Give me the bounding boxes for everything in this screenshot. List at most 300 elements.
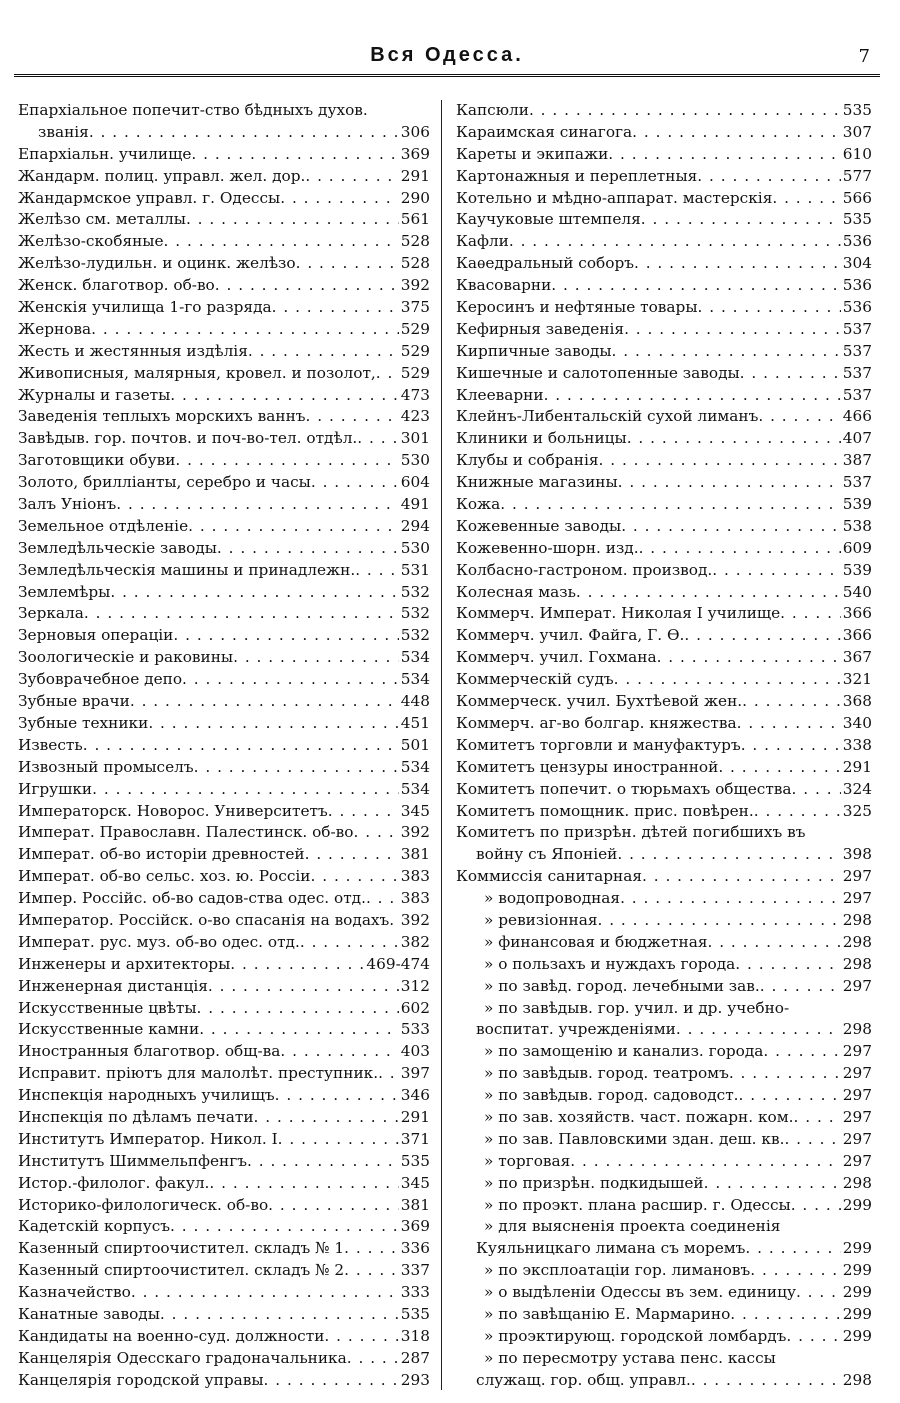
index-entry xyxy=(18,188,430,210)
dot-leader xyxy=(173,625,398,647)
dot-leader xyxy=(92,779,399,801)
entry-text: Клубы и собранія xyxy=(456,451,599,470)
index-entry xyxy=(18,1129,430,1151)
entry-text: Желѣзо см. металлы xyxy=(18,210,186,229)
dot-leader xyxy=(355,560,399,582)
dot-leader xyxy=(739,1085,841,1107)
entry-text: Колбасно-гастроном. производ. xyxy=(456,560,713,579)
entry-page: 291 xyxy=(842,757,872,776)
entry-page: 535 xyxy=(842,210,872,229)
entry-text: Кефирныя заведенія xyxy=(456,319,625,338)
entry-page: 537 xyxy=(842,363,872,382)
entry-text: Зоологическіе и раковины xyxy=(18,648,234,667)
entry-text: Инспекція народныхъ училищъ xyxy=(18,1086,275,1105)
dot-leader xyxy=(110,582,398,604)
index-entry xyxy=(456,188,872,210)
entry-text: Инспекція по дѣламъ печати xyxy=(18,1107,254,1126)
dot-leader xyxy=(704,1173,841,1195)
dot-leader xyxy=(247,1151,399,1173)
dot-leader xyxy=(500,494,841,516)
entry-text: Кожевенные заводы xyxy=(456,516,622,535)
dot-leader xyxy=(620,888,841,910)
index-entry xyxy=(456,844,872,866)
entry-page: 298 xyxy=(842,910,872,929)
entry-text: Заведенія теплыхъ морскихъ ваннъ xyxy=(18,407,306,426)
entry-page: 577 xyxy=(842,166,872,185)
entry-page: 535 xyxy=(842,101,872,119)
dot-leader xyxy=(354,822,399,844)
index-column-left xyxy=(18,100,430,1392)
entry-text: Кафли xyxy=(456,232,509,251)
entry-text: » по замощенію и канализ. города xyxy=(484,1042,764,1061)
entry-page: 537 xyxy=(842,385,872,404)
dot-leader xyxy=(194,757,399,779)
dot-leader xyxy=(786,1326,840,1348)
index-entry xyxy=(456,1129,872,1151)
entry-text: Коммерч. Императ. Николая I училище xyxy=(456,604,781,623)
dot-leader xyxy=(280,188,399,210)
dot-leader xyxy=(742,691,841,713)
dot-leader xyxy=(551,275,841,297)
index-entry xyxy=(18,472,430,494)
entry-text: » по завѣд. город. лечебными зав. xyxy=(484,976,760,995)
entry-text: » по завѣщанію Е. Мармарино xyxy=(484,1304,731,1323)
index-entry xyxy=(18,1370,430,1392)
entry-page: 536 xyxy=(842,298,872,317)
index-entry xyxy=(456,910,872,932)
dot-leader xyxy=(627,428,841,450)
index-entry xyxy=(456,932,872,954)
page-header xyxy=(14,40,880,80)
index-entry xyxy=(456,779,872,801)
entry-text: » ревизіонная xyxy=(484,910,598,929)
index-entry xyxy=(456,1304,872,1326)
entry-text: Епархіальн. училище xyxy=(18,144,192,163)
dot-leader xyxy=(272,297,399,319)
dot-leader xyxy=(300,932,399,954)
index-entry xyxy=(18,888,430,910)
dot-leader xyxy=(741,735,841,757)
index-entry xyxy=(18,779,430,801)
entry-page: 287 xyxy=(400,1348,430,1367)
entry-page: 528 xyxy=(400,232,430,251)
index-entry xyxy=(18,253,430,275)
dot-leader xyxy=(639,538,841,560)
index-entry xyxy=(456,209,872,231)
entry-text: Известь xyxy=(18,735,83,754)
index-entry xyxy=(456,669,872,691)
dot-leader xyxy=(792,779,841,801)
index-entry xyxy=(18,1326,430,1348)
entry-text: Искусственные цвѣты xyxy=(18,998,197,1017)
entry-page: 321 xyxy=(842,670,872,689)
entry-text: Канатные заводы xyxy=(18,1304,160,1323)
entry-page: 537 xyxy=(842,319,872,338)
entry-text: Казначейство xyxy=(18,1283,131,1302)
index-entry xyxy=(456,538,872,560)
entry-text: Кандидаты на военно-суд. должности xyxy=(18,1326,325,1345)
entry-page: 375 xyxy=(400,298,430,317)
dot-leader xyxy=(264,1370,399,1392)
entry-page: 538 xyxy=(842,516,872,535)
index-entry xyxy=(18,450,430,472)
entry-text: Игрушки xyxy=(18,779,93,798)
entry-text: Журналы и газеты xyxy=(18,385,171,404)
entry-page: 566 xyxy=(842,188,872,207)
index-entry xyxy=(456,954,872,976)
dot-leader xyxy=(233,647,399,669)
entry-text: Кожа xyxy=(456,495,501,514)
dot-leader xyxy=(698,297,841,319)
entry-page: 392 xyxy=(400,910,430,929)
index-entry xyxy=(456,1085,872,1107)
dot-leader xyxy=(599,450,841,472)
index-entry xyxy=(18,494,430,516)
entry-text: Казенный спиртоочистител. складъ № 2 xyxy=(18,1261,345,1280)
entry-text: Коммерческ. учил. Бухтѣевой жен. xyxy=(456,692,743,711)
entry-text: Императ. Православн. Палестинск. об-во xyxy=(18,823,354,842)
index-entry xyxy=(18,538,430,560)
dot-leader xyxy=(718,757,840,779)
index-entry xyxy=(456,341,872,363)
dot-leader xyxy=(278,1129,399,1151)
index-entry xyxy=(456,253,872,275)
entry-text: » водопроводная xyxy=(484,889,621,908)
entry-text: Кирпичные заводы xyxy=(456,341,612,360)
entry-text: Каучуковые штемпеля xyxy=(456,210,641,229)
dot-leader xyxy=(794,1107,841,1129)
dot-leader xyxy=(632,122,841,144)
index-entry xyxy=(456,1238,872,1260)
entry-page: 299 xyxy=(842,1261,872,1280)
entry-page: 534 xyxy=(400,779,430,798)
index-entry xyxy=(456,691,872,713)
entry-page: 346 xyxy=(400,1086,430,1105)
header-rule xyxy=(14,74,880,77)
entry-text: Коммерческій судъ xyxy=(456,670,614,689)
entry-text: Епархіальное попечит-ство бѣдныхъ духов. xyxy=(18,101,368,119)
dot-leader xyxy=(509,231,841,253)
entry-page: 536 xyxy=(842,232,872,251)
dot-leader xyxy=(170,1216,399,1238)
dot-leader xyxy=(324,1326,398,1348)
index-entry xyxy=(18,516,430,538)
index-entry xyxy=(18,954,430,976)
index-entry xyxy=(456,319,872,341)
index-entry xyxy=(18,1019,430,1041)
index-entry xyxy=(18,209,430,231)
index-entry xyxy=(18,1107,430,1129)
dot-leader xyxy=(217,538,399,560)
entry-page: 301 xyxy=(400,429,430,448)
index-entry xyxy=(18,844,430,866)
index-entry xyxy=(456,472,872,494)
entry-text: Кожевенно-шорн. изд. xyxy=(456,538,639,557)
entry-text: Завѣдыв. гор. почтов. и поч-во-тел. отдѣл. xyxy=(18,429,358,448)
dot-leader xyxy=(215,275,399,297)
entry-text: Жандарм. полиц. управл. жел. дор. xyxy=(18,166,306,185)
entry-page: 306 xyxy=(400,122,430,141)
entry-text: войну съ Японіей xyxy=(476,845,618,864)
dot-leader xyxy=(657,647,841,669)
entry-text: воспитат. учрежденіями xyxy=(476,1020,676,1039)
entry-page: 536 xyxy=(842,276,872,295)
entry-page: 387 xyxy=(842,451,872,470)
entry-page: 297 xyxy=(842,976,872,995)
entry-text: » по проэкт. плана расшир. г. Одессы xyxy=(484,1195,791,1214)
entry-page: 299 xyxy=(842,1195,872,1214)
index-entry xyxy=(18,166,430,188)
entry-page: 299 xyxy=(842,1326,872,1345)
entry-text: Казенный спиртоочистител. складъ № 1 xyxy=(18,1239,345,1258)
entry-page: 528 xyxy=(400,254,430,273)
entry-page: 369 xyxy=(400,144,430,163)
index-entry xyxy=(18,144,430,166)
entry-page: 609 xyxy=(842,538,872,557)
dot-leader xyxy=(730,1304,841,1326)
index-entry xyxy=(18,1063,430,1085)
index-entry xyxy=(456,801,872,823)
entry-page: 381 xyxy=(400,845,430,864)
entry-page: 398 xyxy=(842,845,872,864)
index-entry xyxy=(18,122,430,144)
entry-page: 299 xyxy=(842,1239,872,1258)
entry-page: 298 xyxy=(842,1370,872,1389)
entry-text: Истор.-филолог. факул. xyxy=(18,1173,210,1192)
entry-page: 532 xyxy=(400,604,430,623)
dot-leader xyxy=(209,1173,398,1195)
index-entry xyxy=(456,1326,872,1348)
entry-text: » для выясненія проекта соединенія xyxy=(484,1217,781,1236)
dot-leader xyxy=(268,1195,399,1217)
index-entry xyxy=(456,888,872,910)
entry-text: Керосинъ и нефтяные товары xyxy=(456,298,698,317)
entry-page: 529 xyxy=(400,319,430,338)
dot-leader xyxy=(614,669,841,691)
entry-page: 324 xyxy=(842,779,872,798)
entry-text: Императ. об-во сельс. хоз. ю. Россіи xyxy=(18,867,311,886)
entry-page: 392 xyxy=(400,276,430,295)
index-entry xyxy=(456,100,872,122)
entry-page: 537 xyxy=(842,473,872,492)
index-entry xyxy=(456,1063,872,1085)
entry-page: 336 xyxy=(400,1239,430,1258)
entry-page: 299 xyxy=(842,1304,872,1323)
entry-text: Комитетъ попечит. о тюрьмахъ общества xyxy=(456,779,792,798)
index-entry xyxy=(456,647,872,669)
entry-page: 340 xyxy=(842,713,872,732)
entry-page: 371 xyxy=(400,1129,430,1148)
dot-leader xyxy=(754,801,841,823)
entry-text: Залъ Уніонъ xyxy=(18,495,117,514)
entry-page: 291 xyxy=(400,166,430,185)
entry-page: 533 xyxy=(400,1020,430,1039)
entry-page: 382 xyxy=(400,932,430,951)
entry-page: 381 xyxy=(400,1195,430,1214)
index-entry xyxy=(18,1304,430,1326)
index-entry xyxy=(456,560,872,582)
entry-text: Институтъ Шиммельпфенгъ xyxy=(18,1151,247,1170)
entry-text: Зубные техники xyxy=(18,713,149,732)
entry-text: Комитетъ цензуры иностранной xyxy=(456,757,719,776)
index-entry xyxy=(456,231,872,253)
column-divider xyxy=(441,100,442,1390)
dot-leader xyxy=(130,691,399,713)
entry-text: Женск. благотвор. об-во xyxy=(18,276,215,295)
index-entry xyxy=(18,757,430,779)
entry-page: 307 xyxy=(842,122,872,141)
index-entry xyxy=(456,1019,872,1041)
entry-page: 297 xyxy=(842,867,872,886)
index-entry xyxy=(456,603,872,625)
dot-leader xyxy=(772,188,840,210)
dot-leader xyxy=(116,494,399,516)
dot-leader xyxy=(737,713,841,735)
entry-text: Земледѣльческія машины и принадлежн. xyxy=(18,560,356,579)
index-entry xyxy=(18,1238,430,1260)
entry-text: Желѣзо-лудильн. и оцинк. желѣзо xyxy=(18,254,296,273)
dot-leader xyxy=(378,1063,399,1085)
dot-leader xyxy=(791,1195,841,1217)
dot-leader xyxy=(296,253,399,275)
dot-leader xyxy=(248,341,399,363)
dot-leader xyxy=(621,516,841,538)
entry-page: 383 xyxy=(400,889,430,908)
entry-text: Живописныя, малярныя, кровел. и позолот, xyxy=(18,363,376,382)
index-entry xyxy=(456,1260,872,1282)
index-entry xyxy=(456,1107,872,1129)
entry-text: Жернова xyxy=(18,319,92,338)
index-entry xyxy=(18,1348,430,1370)
entry-page: 383 xyxy=(400,867,430,886)
entry-page: 561 xyxy=(400,210,430,229)
entry-page: 473 xyxy=(400,385,430,404)
entry-text: Каѳедральный соборъ xyxy=(456,254,634,273)
index-entry xyxy=(456,166,872,188)
entry-text: Колесная мазь xyxy=(456,582,576,601)
dot-leader xyxy=(676,1019,841,1041)
entry-text: Канцелярія городской управы xyxy=(18,1370,264,1389)
dot-leader xyxy=(780,603,841,625)
entry-page: 297 xyxy=(842,1064,872,1083)
entry-page: 297 xyxy=(842,889,872,908)
entry-text: Иностранныя благотвор. общ-ва xyxy=(18,1042,281,1061)
entry-text: Золото, брилліанты, серебро и часы xyxy=(18,473,311,492)
entry-page: 345 xyxy=(400,801,430,820)
entry-page: 530 xyxy=(400,451,430,470)
entry-text: Коммерч. учил. Гохмана xyxy=(456,648,657,667)
dot-leader xyxy=(254,1107,399,1129)
entry-page: 531 xyxy=(400,560,430,579)
index-entry xyxy=(456,1216,872,1238)
index-entry xyxy=(18,582,430,604)
dot-leader xyxy=(306,406,399,428)
index-entry xyxy=(456,297,872,319)
dot-leader xyxy=(357,428,399,450)
dot-leader xyxy=(784,1129,840,1151)
entry-page: 448 xyxy=(400,692,430,711)
dot-leader xyxy=(642,866,841,888)
index-entry xyxy=(18,866,430,888)
index-entry xyxy=(456,1041,872,1063)
dot-leader xyxy=(170,385,399,407)
dot-leader xyxy=(275,1085,399,1107)
entry-text: Коммерч. учил. Файга, Г. Ѳ. xyxy=(456,626,685,645)
index-entry xyxy=(456,1151,872,1173)
index-entry xyxy=(456,866,872,888)
entry-text: Книжные магазины xyxy=(456,473,618,492)
entry-text: Извозный промыселъ xyxy=(18,757,194,776)
dot-leader xyxy=(199,1019,399,1041)
index-entry xyxy=(456,998,872,1020)
entry-text: званія xyxy=(38,122,89,141)
dot-leader xyxy=(760,976,841,998)
index-entry xyxy=(456,516,872,538)
dot-leader xyxy=(597,910,840,932)
dot-leader xyxy=(617,844,840,866)
entry-page: 539 xyxy=(842,560,872,579)
page-title: Вся Одесса. xyxy=(370,44,524,66)
index-entry xyxy=(18,713,430,735)
index-entry xyxy=(456,144,872,166)
index-entry xyxy=(18,385,430,407)
entry-page: 610 xyxy=(842,144,872,163)
entry-text: » проэктирующ. городской ломбардъ xyxy=(484,1326,787,1345)
entry-page: 366 xyxy=(842,626,872,645)
entry-page: 298 xyxy=(842,1020,872,1039)
entry-text: Земельное отдѣленіе xyxy=(18,516,189,535)
entry-page: 297 xyxy=(842,1086,872,1105)
entry-page: 312 xyxy=(400,976,430,995)
dot-leader xyxy=(612,341,841,363)
dot-leader xyxy=(160,1304,399,1326)
entry-text: Кадетскій корпусъ xyxy=(18,1217,171,1236)
entry-page: 604 xyxy=(400,473,430,492)
dot-leader xyxy=(84,603,399,625)
entry-text: Землемѣры xyxy=(18,582,111,601)
entry-text: » по зав. хозяйств. част. пожарн. ком. xyxy=(484,1107,794,1126)
entry-page: 602 xyxy=(400,998,430,1017)
entry-text: Исправит. пріютъ для малолѣт. преступник. xyxy=(18,1064,379,1083)
entry-page: 407 xyxy=(842,429,872,448)
index-entry xyxy=(456,1370,872,1392)
dot-leader xyxy=(570,1151,841,1173)
entry-page: 451 xyxy=(400,713,430,732)
entry-text: Инженерная дистанція xyxy=(18,976,208,995)
index-entry xyxy=(18,603,430,625)
entry-text: Караимская синагога xyxy=(456,122,633,141)
page-number: 7 xyxy=(858,46,870,67)
index-entry xyxy=(18,231,430,253)
dot-leader xyxy=(91,319,399,341)
entry-page: 534 xyxy=(400,757,430,776)
index-entry xyxy=(456,735,872,757)
index-entry xyxy=(456,822,872,844)
entry-text: Клиники и больницы xyxy=(456,429,627,448)
entry-page: 540 xyxy=(842,582,872,601)
index-entry xyxy=(456,428,872,450)
dot-leader xyxy=(707,932,840,954)
entry-page: 368 xyxy=(842,692,872,711)
entry-page: 297 xyxy=(842,1129,872,1148)
entry-text: Куяльницкаго лимана съ моремъ xyxy=(476,1239,746,1258)
dot-leader xyxy=(197,998,399,1020)
index-entry xyxy=(18,363,430,385)
entry-page: 532 xyxy=(400,582,430,601)
dot-leader xyxy=(347,1348,399,1370)
index-entry xyxy=(18,1216,430,1238)
dot-leader xyxy=(608,144,841,166)
